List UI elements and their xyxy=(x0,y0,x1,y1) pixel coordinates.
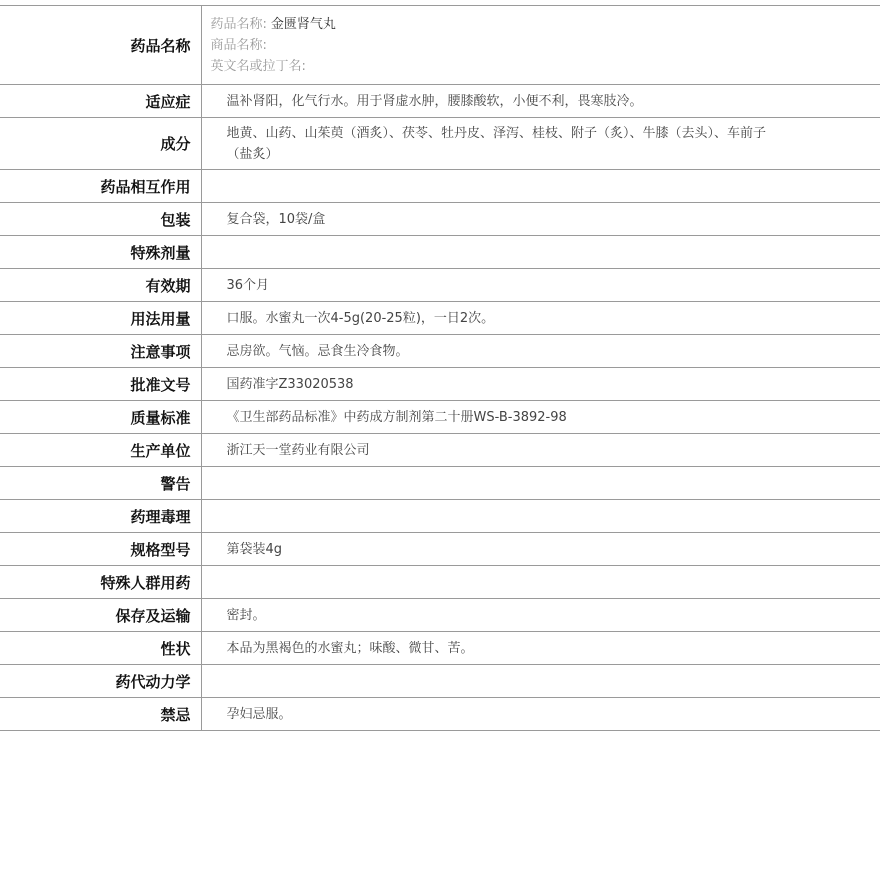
spec-row-quality-standard xyxy=(0,401,880,434)
spec-label-drug-name: 药品名称 xyxy=(0,6,201,85)
spec-row-special-populations xyxy=(0,566,880,599)
spec-label-special-populations: 特殊人群用药 xyxy=(0,566,201,599)
english-name-key: 英文名或拉丁名: xyxy=(210,58,306,74)
spec-value-special-populations xyxy=(201,566,880,599)
spec-value-specification: 第袋装4g xyxy=(201,533,880,566)
spec-value-precautions: 忌房欲。气恼。忌食生冷食物。 xyxy=(201,335,880,368)
spec-value-dosage: 口服。水蜜丸一次4-5g(20-25粒)，一日2次。 xyxy=(201,302,880,335)
spec-value-pharmacokinetics xyxy=(201,665,880,698)
spec-label-specification: 规格型号 xyxy=(0,533,201,566)
spec-row-packaging xyxy=(0,203,880,236)
spec-value-indications: 温补肾阳，化气行水。用于肾虚水肿，腰膝酸软，小便不利，畏寒肢冷。 xyxy=(201,85,880,118)
spec-label-approval-number: 批准文号 xyxy=(0,368,201,401)
spec-row-interactions xyxy=(0,170,880,203)
spec-row-pharmacokinetics xyxy=(0,665,880,698)
spec-label-pharmacology: 药理毒理 xyxy=(0,500,201,533)
drug-spec-table xyxy=(0,5,880,731)
spec-label-indications: 适应症 xyxy=(0,85,201,118)
spec-value-approval-number: 国药准字Z33020538 xyxy=(201,368,880,401)
spec-label-precautions: 注意事项 xyxy=(0,335,201,368)
spec-row-description xyxy=(0,632,880,665)
spec-row-precautions xyxy=(0,335,880,368)
spec-row-contraindications xyxy=(0,698,880,731)
spec-row-shelf-life xyxy=(0,269,880,302)
trade-name-key: 商品名称: xyxy=(210,37,267,53)
spec-label-contraindications: 禁忌 xyxy=(0,698,201,731)
spec-label-packaging: 包装 xyxy=(0,203,201,236)
spec-label-pharmacokinetics: 药代动力学 xyxy=(0,665,201,698)
spec-value-shelf-life: 36个月 xyxy=(201,269,880,302)
spec-row-special-dosage xyxy=(0,236,880,269)
spec-value-description: 本品为黑褐色的水蜜丸；味酸、微甘、苦。 xyxy=(201,632,880,665)
spec-label-shelf-life: 有效期 xyxy=(0,269,201,302)
spec-row-ingredients xyxy=(0,118,880,170)
spec-row-storage xyxy=(0,599,880,632)
spec-value-contraindications: 孕妇忌服。 xyxy=(201,698,880,731)
spec-row-indications xyxy=(0,85,880,118)
spec-label-special-dosage: 特殊剂量 xyxy=(0,236,201,269)
generic-name-key: 药品名称: xyxy=(210,16,267,32)
spec-label-description: 性状 xyxy=(0,632,201,665)
generic-name-value: 金匮肾气丸 xyxy=(270,16,336,32)
spec-row-pharmacology xyxy=(0,500,880,533)
spec-value-packaging: 复合袋，10袋/盒 xyxy=(201,203,880,236)
generic-name-line xyxy=(211,14,880,35)
spec-value-storage: 密封。 xyxy=(201,599,880,632)
spec-label-dosage: 用法用量 xyxy=(0,302,201,335)
spec-row-specification xyxy=(0,533,880,566)
trade-name-line xyxy=(211,35,880,56)
english-name-line xyxy=(211,56,880,77)
spec-value-warning xyxy=(201,467,880,500)
spec-row-dosage xyxy=(0,302,880,335)
spec-value-drug-name xyxy=(201,6,880,85)
spec-row-warning xyxy=(0,467,880,500)
spec-value-quality-standard: 《卫生部药品标准》中药成方制剂第二十册WS-B-3892-98 xyxy=(201,401,880,434)
spec-row-drug-name xyxy=(0,6,880,85)
spec-label-manufacturer: 生产单位 xyxy=(0,434,201,467)
drug-name-block xyxy=(211,14,880,77)
spec-label-storage: 保存及运输 xyxy=(0,599,201,632)
spec-label-warning: 警告 xyxy=(0,467,201,500)
spec-label-interactions: 药品相互作用 xyxy=(0,170,201,203)
spec-label-ingredients: 成分 xyxy=(0,118,201,170)
spec-row-manufacturer xyxy=(0,434,880,467)
spec-value-interactions xyxy=(201,170,880,203)
spec-value-special-dosage xyxy=(201,236,880,269)
spec-value-ingredients: 地黄、山药、山茱萸（酒炙）、茯苓、牡丹皮、泽泻、桂枝、附子（炙）、牛膝（去头）、车前子（盐炙） xyxy=(201,118,880,170)
spec-value-pharmacology xyxy=(201,500,880,533)
spec-label-quality-standard: 质量标准 xyxy=(0,401,201,434)
spec-value-manufacturer: 浙江天一堂药业有限公司 xyxy=(201,434,880,467)
spec-row-approval-number xyxy=(0,368,880,401)
